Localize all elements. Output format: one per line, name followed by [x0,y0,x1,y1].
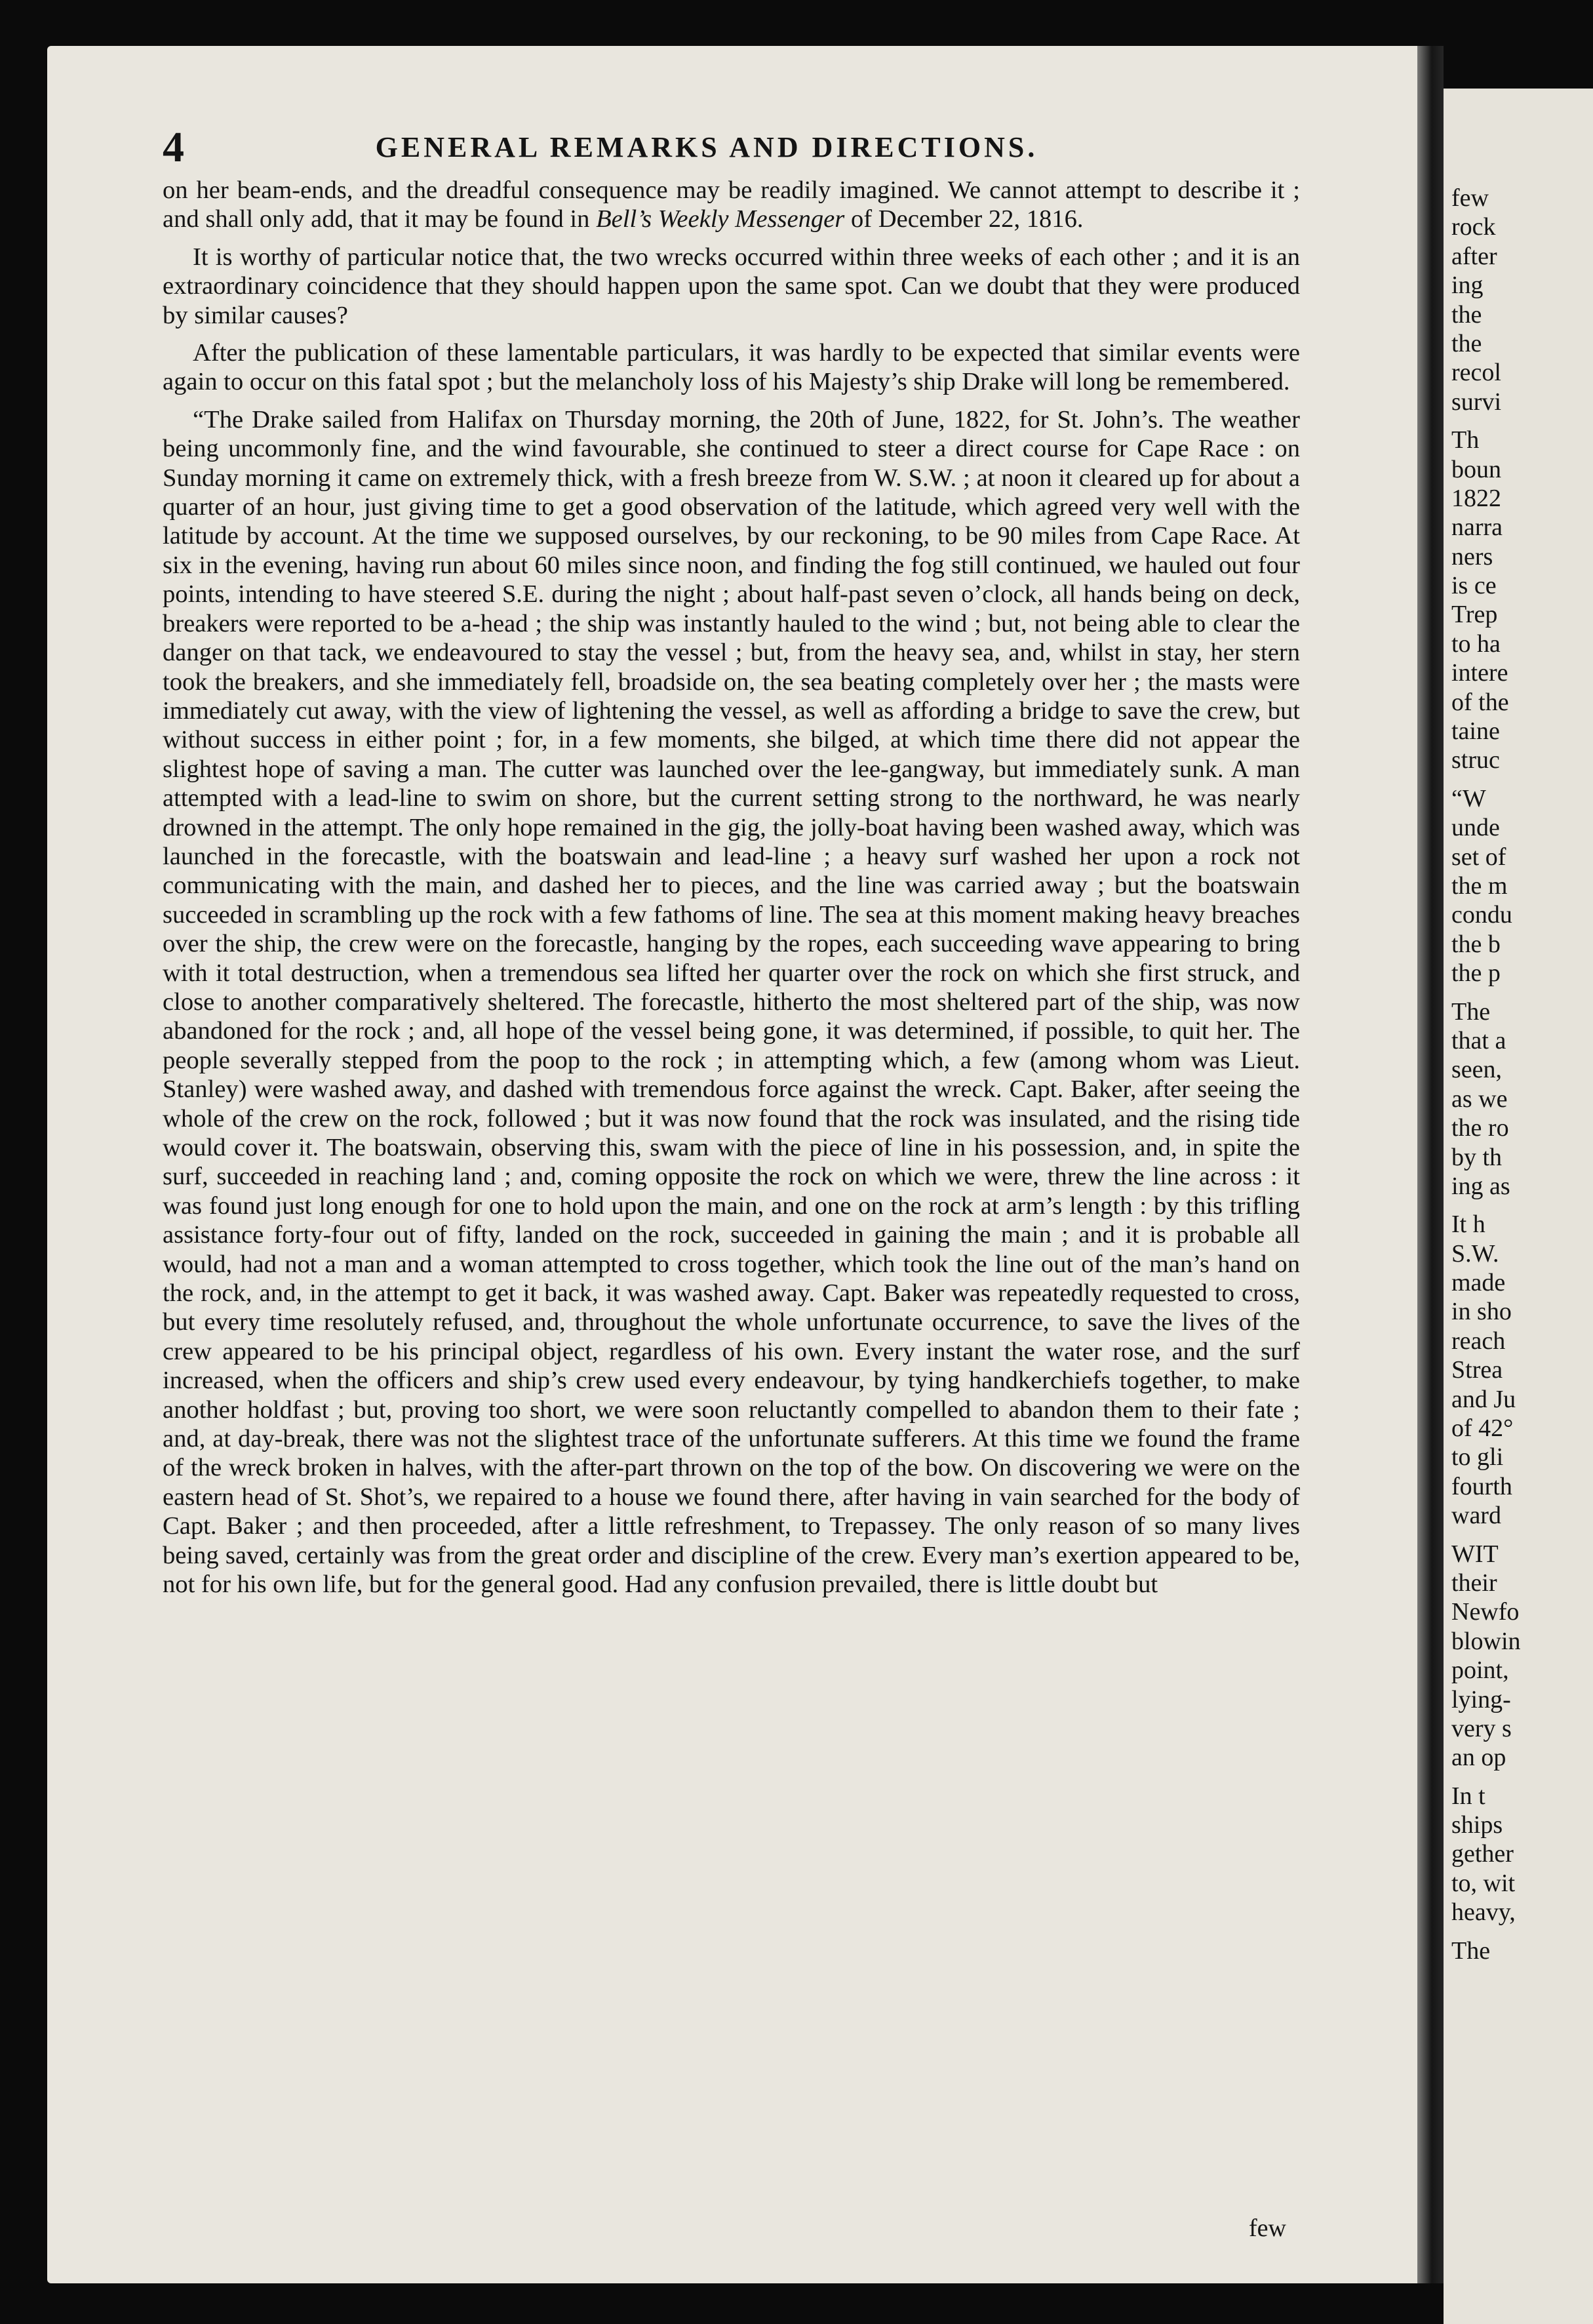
paragraph: After the publication of these lamentable particulars, it was hardly to be expected that similar events were again to occur on this fatal spot ; but the melancholy loss of his Majesty’s ship Drake will long be remembered. [163,339,1300,396]
facing-line-fragment: ships [1451,1811,1503,1839]
facing-line-fragment: “W [1451,784,1486,812]
facing-line-fragment: WIT [1451,1540,1499,1568]
facing-line-fragment: reach [1451,1327,1506,1355]
book-gutter [1417,46,1444,2283]
facing-line-fragment: It h [1451,1211,1485,1239]
newspaper-title: Bell’s Weekly Messenger [596,205,845,233]
facing-line-fragment: their [1451,1569,1497,1597]
facing-line-fragment: an op [1451,1744,1506,1772]
facing-line-fragment: the ro [1451,1114,1509,1142]
facing-line-fragment: fourth [1451,1472,1512,1500]
facing-line-fragment: The [1451,1936,1491,1965]
body-text [163,176,1300,1608]
facing-line-fragment: ing [1451,271,1484,300]
facing-line-fragment: few [1451,184,1489,212]
facing-line-fragment: recol [1451,359,1501,387]
facing-line-fragment: Trep [1451,601,1498,629]
facing-page-text [1451,184,1593,1965]
page-number: 4 [163,123,184,171]
text-run: on her beam-ends, and the dreadful consequence may be readily imagined. We cannot attempt to describe it ; and shall only add, that it may be found in [163,176,1300,233]
facing-line-fragment: struc [1451,746,1500,774]
fragment-gap [1451,416,1593,426]
fragment-gap [1451,775,1593,784]
facing-line-fragment: narra [1451,513,1503,542]
facing-line-fragment: of the [1451,688,1509,716]
fragment-gap [1451,988,1593,997]
facing-page [1444,89,1593,2324]
facing-line-fragment: point, [1451,1656,1509,1685]
catchword: few [1249,2214,1286,2242]
facing-line-fragment: to, wit [1451,1869,1516,1897]
fragment-gap [1451,1201,1593,1210]
facing-line-fragment: In t [1451,1782,1485,1810]
facing-line-fragment: the m [1451,872,1508,900]
facing-line-fragment: unde [1451,814,1500,842]
facing-line-fragment: ners [1451,542,1493,571]
facing-line-fragment: S.W. [1451,1239,1499,1268]
facing-line-fragment: condu [1451,901,1512,929]
paragraph: It is worthy of particular notice that, the two wrecks occurred within three weeks of each other ; and it is an extraordinary coincidence that they should happen upon the same spot. Can we doubt that they were produced by similar causes? [163,243,1300,329]
facing-line-fragment: that a [1451,1026,1506,1054]
facing-line-fragment: boun [1451,455,1501,483]
paragraph-quotation: “The Drake sailed from Halifax on Thursday morning, the 20th of June, 1822, for St. John’s. The weather being uncommonly fine, and the wind favourable, she continued to steer a direct course for Cape Race : on Sunday morning it came on extremely thick, with a fresh breeze from W. S.W. ; at noon it cleared up for about a quarter of an hour, just giving time to get a good observation of the latitude, which agreed very well with the latitude by account. At the time we supposed ourselves, by our reckoning, to be 90 miles from Cape Race. At six in the evening, having run about 60 miles since noon, and finding the fog still continued, we hauled out four points, intending to have steered S.E. during the night ; about half-past seven o’clock, all hands being on deck, breakers were reported to be a-head ; the ship was instantly hauled to the wind ; but, not being able to clear the danger on that tack, we endeavoured to stay the vessel ; but, from the heavy sea, and, whilst in stay, her stern took the breakers, and she immediately fell, broadside on, the sea beating completely over her ; the masts were immediately cut away, with the view of lightening the vessel, as well as affording a bridge to save the crew, but without success in either point ; for, in a few moments, she bilged, at which time there did not appear the slightest hope of saving a man. The cutter was launched over the lee-gangway, but immediately sunk. A man attempted with a lead-line to swim on shore, but the current setting strong to the northward, he was nearly drowned in the attempt. The only hope remained in the gig, the jolly-boat having been washed away, which was launched in the forecastle, with the boatswain and lead-line ; a heavy surf washed her upon a rock not communicating with the main, and dashed her to pieces, and the line was carried away ; but the boatswain succeeded in scrambling up the rock with a few fathoms of line. The sea at this moment making heavy breaches over the ship, the crew were on the forecastle, hanging by the ropes, each succeeding wave appearing to bring with it total destruction, when a tremendous sea lifted her quarter over the rock on which she first struck, and close to another comparatively sheltered. The forecastle, hitherto the most sheltered part of the ship, was now abandoned for the rock ; and, all hope of the vessel being gone, it was determined, if possible, to quit her. The people severally stepped from the poop to the rock ; in attempting which, a few (among whom was Lieut. Stanley) were washed away, and dashed with tremendous force against the wreck. Capt. Baker, after seeing the whole of the crew on the rock, followed ; but it was now found that the rock was insulated, and the rising tide would cover it. The boatswain, observing this, swam with the piece of line in his possession, and, in spite the surf, succeeded in reaching land ; and, coming opposite the rock on which we were, threw the line across : it was found just long enough for one to hold upon the main, and one on the rock at arm’s length : by this trifling assistance forty-four out of fifty, landed on the rock, succeeded in gaining the main ; and it is probable all would, had not a man and a woman attempted to cross together, which took the line out of the man’s hand on the rock, and, in the attempt to get it back, it was washed away. Capt. Baker was repeatedly requested to cross, but every time resolutely refused, and, throughout the whole unfortunate occurrence, to save the lives of the crew appeared to be his principal object, regardless of his own. Every instant the water rose, and the surf increased, when the officers and ship’s crew used every endeavour, by tying handkerchiefs together, to make another holdfast ; but, proving too short, we were soon reluctantly compelled to abandon them to their fate ; and, at day-break, there was not the slightest trace of the unfortunate sufferers. At this time we found the frame of the wreck broken in halves, with the after-part thrown on the top of the bow. On discovering we were on the eastern head of St. Shot’s, we repaired to a house we found there, after having in vain searched for the body of Capt. Baker ; and then proceeded, after a little refreshment, to Trepassey. The only reason of so many lives being saved, certainly was from the great order and discipline of the crew. Every man’s exertion appeared to be, not for his own life, but for the general good. Had any confusion prevailed, there is little doubt but [163,405,1300,1599]
facing-line-fragment: ward [1451,1502,1501,1530]
facing-line-fragment: lying- [1451,1685,1511,1713]
fragment-gap [1451,1773,1593,1782]
facing-line-fragment: and Ju [1451,1385,1516,1413]
facing-line-fragment: is ce [1451,572,1497,600]
text-run: of December 22, 1816. [844,205,1084,233]
facing-line-fragment: taine [1451,717,1500,746]
facing-line-fragment: after [1451,242,1497,270]
facing-line-fragment: 1822 [1451,484,1501,512]
facing-line-fragment: the [1451,300,1482,329]
facing-line-fragment: Strea [1451,1356,1503,1384]
facing-line-fragment: of 42° [1451,1414,1514,1443]
facing-line-fragment: in sho [1451,1298,1512,1326]
facing-line-fragment: the b [1451,930,1501,958]
facing-line-fragment: to ha [1451,630,1501,658]
facing-line-fragment: Th [1451,426,1480,454]
facing-line-fragment: Newfo [1451,1598,1520,1626]
running-title: GENERAL REMARKS AND DIRECTIONS. [375,131,1038,163]
facing-line-fragment: The [1451,997,1491,1026]
fragment-gap [1451,1927,1593,1936]
facing-line-fragment: made [1451,1269,1506,1297]
facing-line-fragment: gether [1451,1840,1514,1868]
facing-line-fragment: seen, [1451,1056,1503,1084]
facing-line-fragment: the p [1451,959,1501,988]
page-header [117,118,1297,177]
paragraph-continued [163,176,1300,234]
facing-line-fragment: intere [1451,659,1508,687]
facing-line-fragment: rock [1451,213,1496,241]
facing-line-fragment: blowin [1451,1627,1521,1655]
facing-line-fragment: to gli [1451,1443,1504,1472]
facing-line-fragment: survi [1451,388,1501,416]
facing-line-fragment: by th [1451,1143,1503,1171]
facing-line-fragment: set of [1451,843,1506,871]
fragment-gap [1451,1531,1593,1540]
facing-line-fragment: as we [1451,1085,1508,1113]
facing-line-fragment: heavy, [1451,1898,1516,1927]
facing-line-fragment: very s [1451,1714,1512,1742]
facing-line-fragment: ing as [1451,1172,1510,1200]
facing-line-fragment: the [1451,329,1482,357]
